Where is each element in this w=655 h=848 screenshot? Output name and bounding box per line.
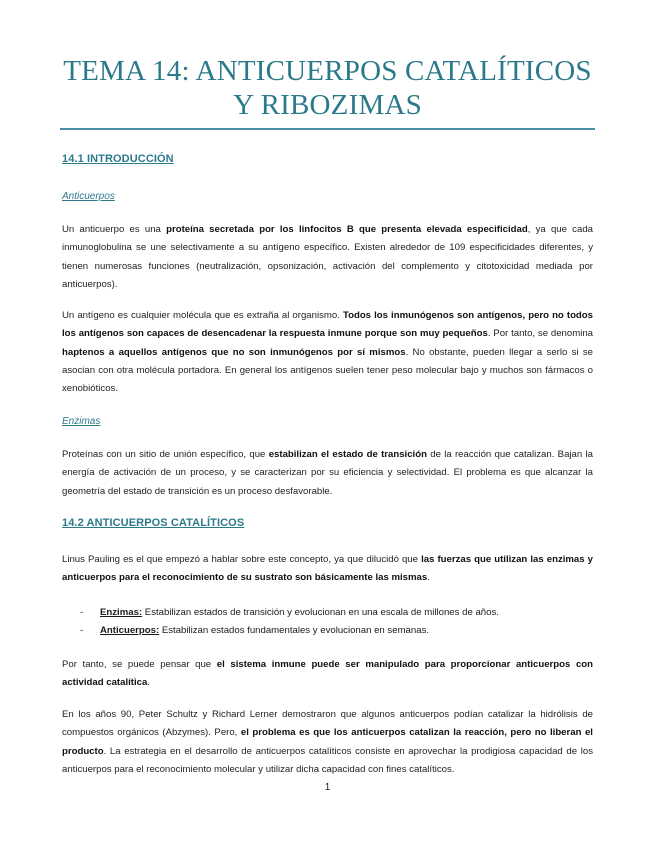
p1-text-a: Un anticuerpo es una [62, 224, 167, 235]
subheading-enzimas: Enzimas [62, 416, 101, 427]
subheading-anticuerpos: Anticuerpos [62, 191, 115, 202]
bullet-term: Anticuerpos: [100, 625, 160, 636]
p5-bold-1: el sistema inmune puede ser manipulado para proporcionar anticuerpos con actividad catalítica [62, 659, 594, 689]
page-number: 1 [324, 782, 331, 793]
bullet-dash: - [80, 625, 84, 636]
p3-text-c: de la reacción que catalizan. Bajan la energía de activación de un proceso, y se caracterizan por su eficiencia y selectividad. El problema es que alcanzar la geometría del estado de transición es un proceso desfavorable. [62, 449, 593, 497]
paragraph-antigeno [62, 307, 593, 398]
bullet-term: Enzimas: [100, 607, 143, 618]
paragraph-schultz-lerner [62, 706, 593, 779]
p4-text-a: Linus Pauling es el que empezó a hablar sobre este concepto, ya que dilucidó que [62, 554, 422, 565]
section-heading-anticuerpos-cataliticos: 14.2 ANTICUERPOS CATALÍTICOS [62, 517, 245, 529]
p1-bold-1: proteína secretada por los linfocitos B que presenta elevada especificidad [166, 224, 528, 235]
p5-text-c: . [147, 677, 150, 689]
p2-text-d: . No obstante, pueden llegar a serlo si se asocian con otra molécula portadora. En general los antígenos suelen tener peso molecular bajo y muchos son fármacos o xenobióticos. [62, 346, 593, 395]
bullet-desc: Estabilizan estados de transición y evolucionan en una escala de millones de años. [142, 607, 499, 618]
bullet-dash: - [80, 607, 84, 618]
p3-bold-1: estabilizan el estado de transición [268, 449, 427, 460]
paragraph-anticuerpo [62, 221, 593, 294]
bullet-text [100, 622, 590, 639]
p2-bold-2: haptenos a aquellos antígenos que no son inmunógenos por sí mismos [62, 346, 406, 358]
p6-text-c: . La estrategia en el desarrollo de anticuerpos catalíticos consiste en aprovechar la prodigiosa capacidad de los anticuerpos para el reconocimiento molecular y utilizar dicha capacidad con fines catalíticos. [62, 745, 593, 775]
title-divider [60, 128, 595, 130]
p2-text-a: Un antígeno es cualquier molécula que es extraña al organismo. [62, 310, 343, 321]
bullet-text [100, 604, 590, 621]
p1-text-c: , ya que cada inmunoglobulina se une selectivamente a su antígeno específico. Existen alrededor de 109 especificidades diferentes, y tienen numerosas funciones (neutralización, opsonización, activación del complemento y citotoxicidad mediada por anticuerpos). [62, 224, 593, 290]
paragraph-pauling [62, 551, 593, 588]
p5-text-a: Por tanto, se puede pensar que [62, 659, 217, 670]
paragraph-enzimas [62, 446, 593, 501]
p2-bold-1: Todos los inmunógenos son antígenos, pero no todos los antígenos son capaces de desencadenar la respuesta inmune porque son muy pequeños [62, 310, 593, 340]
page-title: TEMA 14: ANTICUERPOS CATALÍTICOS Y RIBOZIMAS [63, 55, 592, 121]
p6-bold-1: el problema es que los anticuerpos catalizan la reacción, pero no liberan el producto [62, 727, 593, 757]
bullet-desc: Estabilizan estados fundamentales y evolucionan en semanas. [159, 625, 430, 636]
p4-text-c: . [427, 572, 430, 584]
p6-text-a: En los años 90, Peter Schultz y Richard Lerner demostraron que algunos anticuerpos podían catalizar la hidrólisis de compuestos orgánicos (Abzymes). Pero, [62, 709, 593, 739]
p4-bold-1: las fuerzas que utilizan las enzimas y anticuerpos para el reconocimiento de su sustrato son básicamente las mismas [62, 554, 594, 584]
p3-text-a: Proteínas con un sitio de unión específico, que [62, 449, 269, 460]
paragraph-sistema-inmune [62, 656, 593, 693]
p2-text-c: . Por tanto, se denomina [487, 328, 593, 340]
section-heading-introduccion: 14.1 INTRODUCCIÓN [62, 153, 174, 165]
